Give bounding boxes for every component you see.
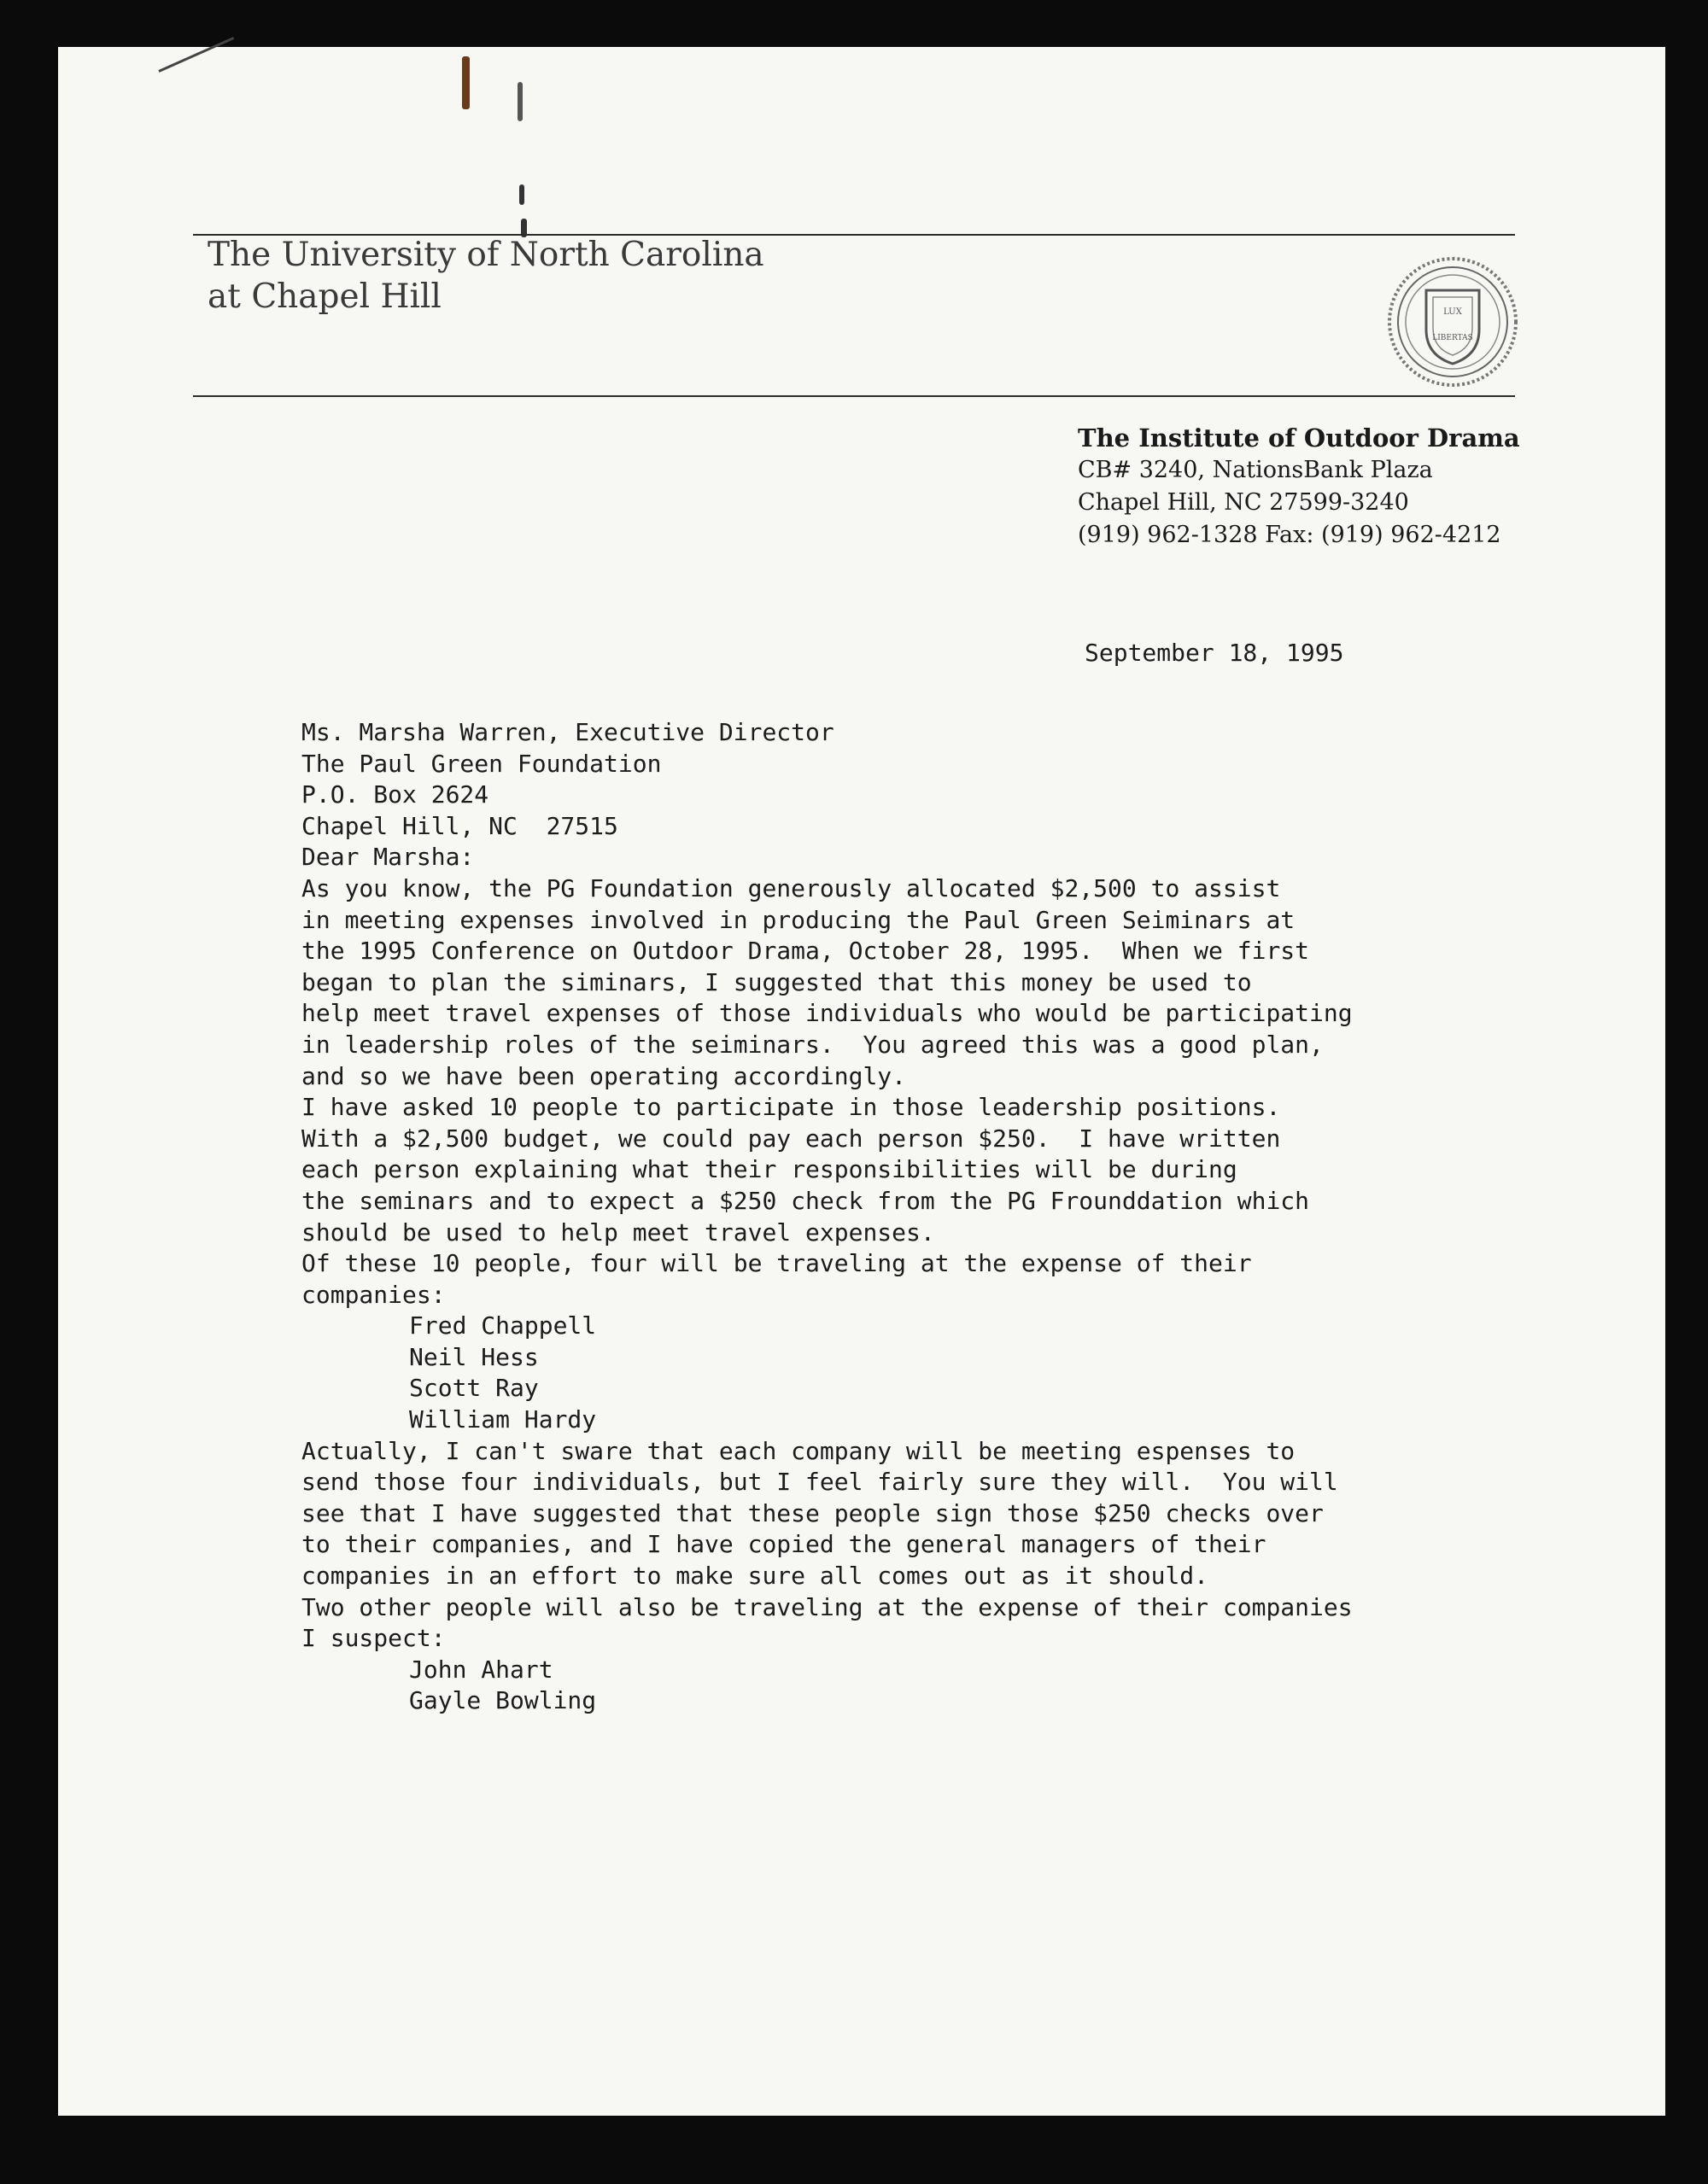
staple-mark — [462, 56, 470, 109]
list-item: Neil Hess — [409, 1342, 539, 1371]
paragraph-line: the seminars and to expect a $250 check from the PG Frounddation which — [301, 1186, 1310, 1215]
paragraph-1 — [301, 873, 1480, 1092]
list-item: Fred Chappell — [409, 1311, 597, 1340]
paragraph-line: each person explaining what their responsibilities will be during — [301, 1155, 1237, 1184]
list-item: John Ahart — [409, 1655, 553, 1684]
paragraph-4 — [301, 1436, 1480, 1592]
institute-phone: (919) 962-1328 Fax: (919) 962-4212 — [1078, 522, 1501, 548]
letter-body — [301, 639, 1480, 1717]
paragraph-2 — [301, 1092, 1480, 1248]
list-item: Scott Ray — [409, 1374, 539, 1403]
letter-date: September 18, 1995 — [1085, 639, 1344, 667]
salutation: Dear Marsha: — [301, 843, 475, 872]
institute-address-line1: CB# 3240, NationsBank Plaza — [1078, 457, 1433, 483]
paragraph-line: help meet travel expenses of those individuals who would be participating — [301, 999, 1353, 1028]
recipient-line: The Paul Green Foundation — [301, 749, 662, 778]
seal-text-top: LUX — [1443, 307, 1462, 317]
university-line1: The University of North Carolina — [208, 236, 764, 274]
recipient-line: Chapel Hill, NC 27515 — [301, 811, 618, 840]
company-traveler-list — [301, 1311, 1480, 1435]
paragraph-line: in leadership roles of the seiminars. You agreed this was a good plan, — [301, 1030, 1324, 1059]
paragraph-line: I suspect: — [301, 1624, 446, 1653]
other-traveler-list — [301, 1655, 1480, 1717]
paragraph-line: and so we have been operating accordingly. — [301, 1061, 907, 1090]
staple-mark — [519, 184, 524, 205]
institute-address-line2: Chapel Hill, NC 27599-3240 — [1078, 489, 1409, 516]
list-item: Gayle Bowling — [409, 1686, 597, 1715]
paragraph-line: With a $2,500 budget, we could pay each person $250. I have written — [301, 1124, 1281, 1153]
paragraph-line: Two other people will also be traveling at the expense of their companies — [301, 1592, 1353, 1621]
recipient-line: P.O. Box 2624 — [301, 780, 489, 809]
university-name — [208, 234, 764, 318]
paragraph-line: As you know, the PG Foundation generously allocated $2,500 to assist — [301, 873, 1281, 902]
paragraph-line: companies in an effort to make sure all comes out as it should. — [301, 1562, 1209, 1591]
paragraph-line: should be used to help meet travel expenses. — [301, 1218, 935, 1247]
paragraph-5 — [301, 1592, 1480, 1655]
paragraph-3 — [301, 1248, 1480, 1311]
paragraph-line: the 1995 Conference on Outdoor Drama, October 28, 1995. When we first — [301, 937, 1310, 966]
paragraph-line: to their companies, and I have copied the general managers of their — [301, 1530, 1266, 1559]
institute-address — [1078, 422, 1520, 552]
university-line2: at Chapel Hill — [208, 277, 442, 316]
paragraph-line: companies: — [301, 1280, 446, 1309]
paragraph-line: see that I have suggested that these people sign those $250 checks over — [301, 1498, 1324, 1527]
seal-text-bottom: LIBERTAS — [1432, 334, 1473, 342]
recipient-line: Ms. Marsha Warren, Executive Director — [301, 718, 834, 746]
paragraph-line: Actually, I can't sware that each company will be meeting espenses to — [301, 1436, 1296, 1465]
university-seal-icon — [1385, 254, 1520, 389]
paragraph-line: Of these 10 people, four will be traveling at the expense of their — [301, 1249, 1252, 1278]
letterhead-bottom-rule — [193, 395, 1515, 397]
staple-mark — [518, 82, 523, 121]
paragraph-line: I have asked 10 people to participate in those leadership positions. — [301, 1093, 1281, 1122]
list-item: William Hardy — [409, 1405, 597, 1434]
paragraph-line: began to plan the siminars, I suggested that this money be used to — [301, 967, 1252, 996]
institute-name: The Institute of Outdoor Drama — [1078, 423, 1520, 453]
recipient-block — [301, 717, 1480, 842]
paragraph-line: send those four individuals, but I feel fairly sure they will. You will — [301, 1468, 1338, 1497]
paragraph-line: in meeting expenses involved in producing the Paul Green Seiminars at — [301, 905, 1296, 934]
